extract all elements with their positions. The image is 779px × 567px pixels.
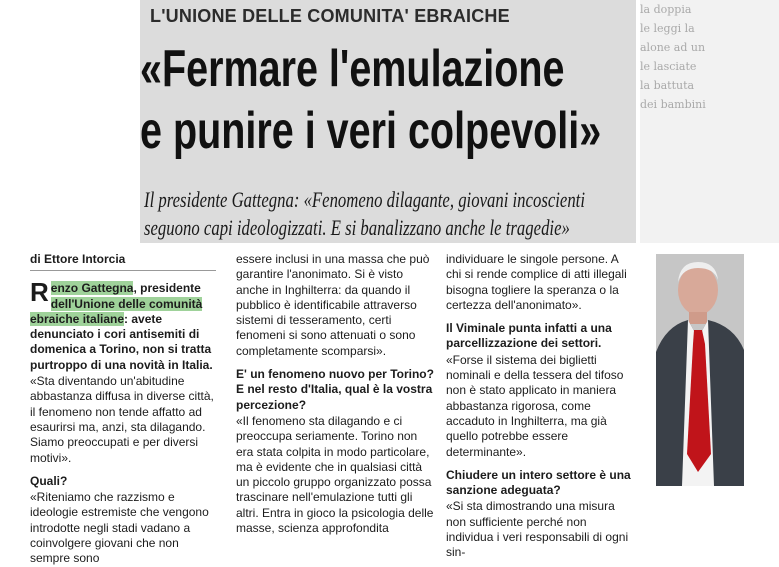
section-kicker: L'UNIONE DELLE COMUNITA' EBRAICHE <box>150 6 510 26</box>
question: Quali? <box>30 473 68 488</box>
headline <box>140 38 602 162</box>
headline-line-1: «Fermare l'emulazione <box>140 40 565 98</box>
deck-line-2: seguono capi ideologizzati. E si banalizzano anche le tragedie» <box>144 215 570 240</box>
lede-text: : avete denunciato i cori antisemiti di domenica a Torino, non si tratta purtroppo di una novità in Italia. <box>30 311 213 372</box>
question: E' un fenomeno nuovo per Torino? E nel resto d'Italia, qual è la vostra percezione? <box>236 367 434 412</box>
faded-line: la battuta <box>640 79 695 92</box>
answer-paragraph: «Il fenomeno sta dilagando e ci preoccupa seriamente. Torino non era stata colpita in modo particolare, ma è evidente che in qualsiasi città un piccolo gruppo organizzato possa trascinare nell'emulazione tutti gli altri. Entra in gioco la psicologia delle masse, scienza approfondita <box>236 413 434 536</box>
article-column-2 <box>236 252 436 536</box>
byline: di Ettore Intorcia <box>30 252 216 271</box>
faded-line: le lasciate <box>640 60 697 73</box>
answer-paragraph: essere inclusi in una massa che può garantire l'anonimato. Si è visto anche in Inghilterra: da quando il pubblico è identificabile attraverso sistemi di tesseramento, certi fenomeni si sono attenuati o sono completamente scomparsi». <box>236 252 430 358</box>
headline-line-2: e punire i veri colpevoli» <box>140 102 602 160</box>
faded-line: alone ad un <box>640 41 706 54</box>
lede-paragraph <box>30 277 216 373</box>
drop-cap: R <box>30 277 49 308</box>
article-column-3 <box>446 252 636 561</box>
faded-line: dei bambini <box>640 98 706 111</box>
question: Il Viminale punta infatti a una parcellizzazione dei settori. <box>446 321 612 351</box>
faded-line: la doppia <box>640 3 692 16</box>
portrait-illustration <box>656 254 744 486</box>
faded-line: le leggi la <box>640 22 695 35</box>
deck-line-1: Il presidente Gattegna: «Fenomeno dilagante, giovani incoscienti <box>144 187 585 212</box>
answer-paragraph: «Forse il sistema dei biglietti nominali e della tessera del tifoso non è stato applicato in maniera abbastanza rigorosa, come accaduto in Inghilterra, ma già quello potrebbe essere determinante». <box>446 352 624 459</box>
lede-text: , presidente <box>133 281 201 296</box>
deck-subtitle <box>144 186 615 242</box>
lede-name: enzo Gattegna <box>50 281 134 296</box>
faded-background-text <box>640 0 779 243</box>
question: Chiudere un intero settore è una sanzione adeguata? <box>446 467 631 498</box>
lede-organization: dell'Unione delle comunità ebraiche italiane <box>30 296 203 326</box>
article-column-1 <box>30 252 216 567</box>
answer-paragraph: «Sta diventando un'abitudine abbastanza diffusa in diverse città, il fenomeno non tende affatto ad esaurirsi ma, anzi, sta dilagando. Siamo preoccupati e per diversi motivi». <box>30 374 214 465</box>
answer-paragraph: individuare le singole persone. A chi si rende complice di atti illegali bisogna togliere la speranza o la certezza dell'anonimato». <box>446 252 627 312</box>
headline-banner <box>140 0 636 243</box>
answer-paragraph: «Si sta dimostrando una misura non sufficiente perché non individua i veri responsabili di ogni sin- <box>446 499 629 560</box>
answer-paragraph: «Riteniamo che razzismo e ideologie estremiste che vengono introdotte negli stadi vadano a coinvolgere giovani che non sempre sono <box>30 490 209 566</box>
portrait-photo <box>656 254 744 486</box>
